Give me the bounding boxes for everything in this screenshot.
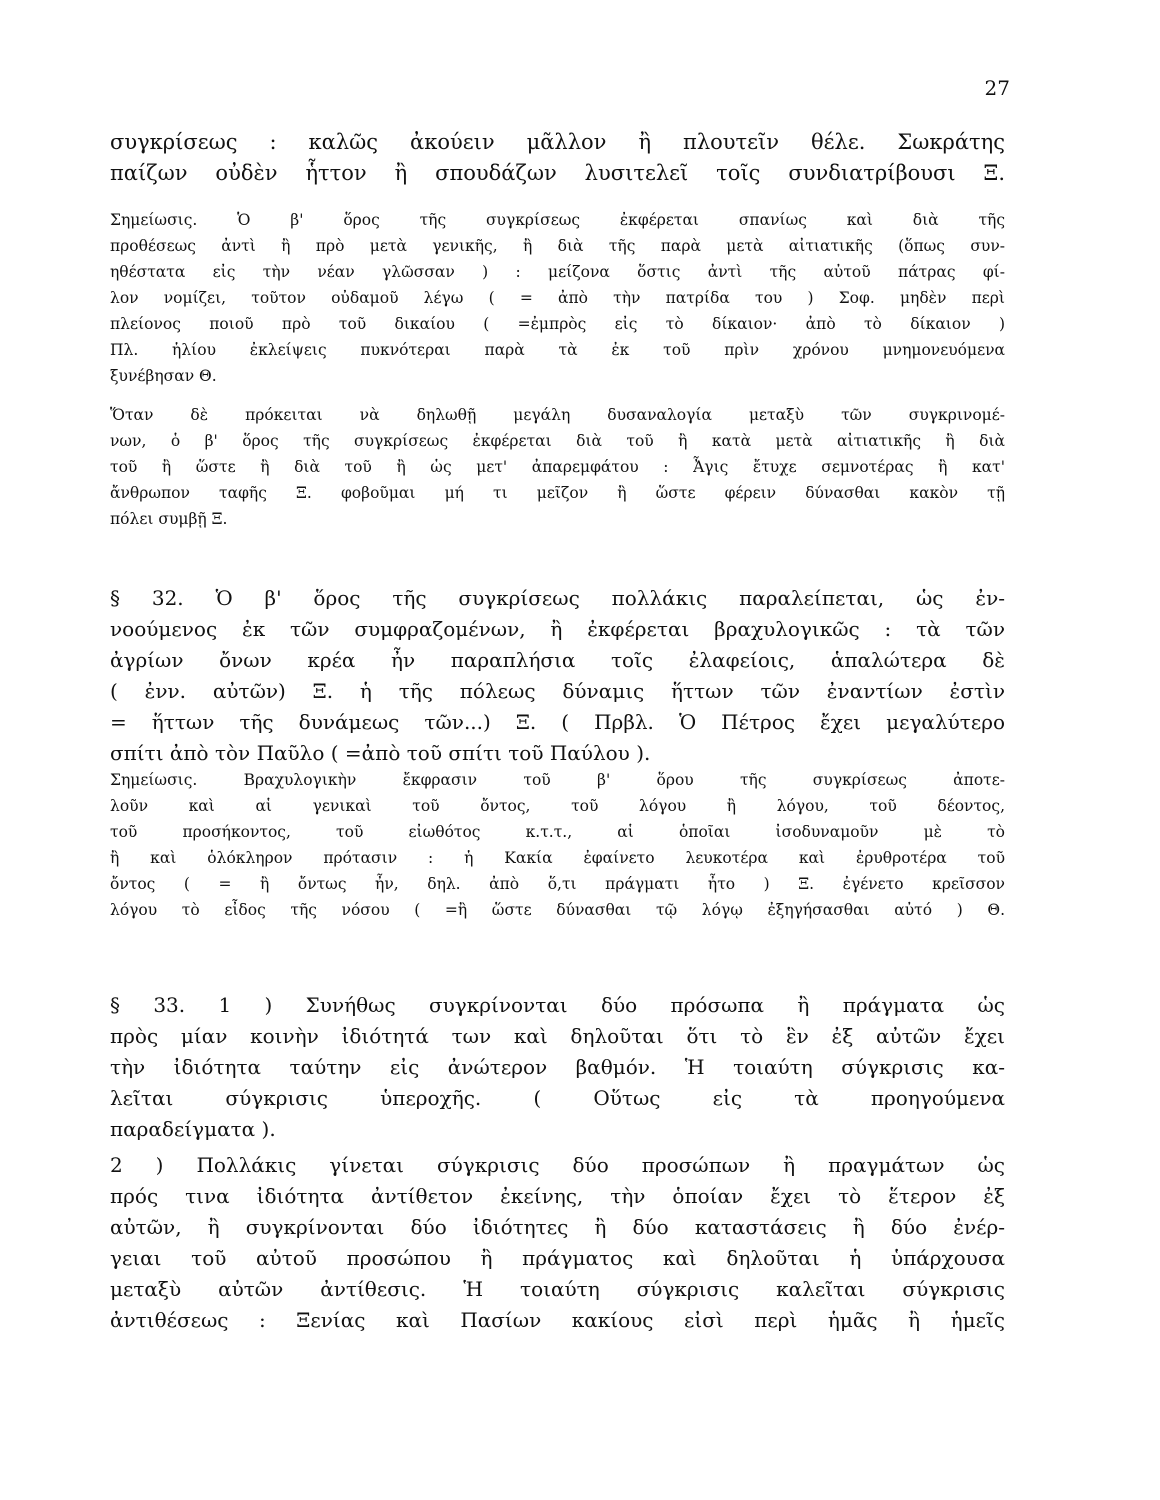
text-line: ὄντος ( = ἢ ὄντως ἦν, δηλ. ἀπὸ ὅ,τι πράγματι ἦτο ) Ξ. ἐγένετο κρεῖσσον bbox=[110, 875, 1005, 893]
text-line: ἀγρίων ὄνων κρέα ἦν παραπλήσια τοῖς ἐλαφείοις, ἁπαλώτερα δὲ bbox=[110, 648, 1005, 672]
section-33-part-1 bbox=[110, 990, 1005, 1145]
note-paragraph-3 bbox=[110, 767, 1005, 923]
text-line: τὴν ἰδιότητα ταύτην εἰς ἀνώτερον βαθμόν. Ἡ τοιαύτη σύγκρισις κα- bbox=[110, 1055, 1005, 1079]
text-line: ἄνθρωπον ταφῆς Ξ. φοβοῦμαι μή τι μεῖζον ἢ ὥστε φέρειν δύνασθαι κακὸν τῇ bbox=[110, 484, 1005, 502]
text-line: πόλει συμβῇ Ξ. bbox=[110, 510, 228, 528]
text-line: πρός τινα ἰδιότητα ἀντίθετον ἐκείνης, τὴν ὁποίαν ἔχει τὸ ἕτερον ἐξ bbox=[110, 1184, 1005, 1208]
text-line: μεταξὺ αὐτῶν ἀντίθεσις. Ἡ τοιαύτη σύγκρισις καλεῖται σύγκρισις bbox=[110, 1277, 1005, 1301]
text-line: = ἥττων τῆς δυνάμεως τῶν...) Ξ. ( Πρβλ. Ὁ Πέτρος ἔχει μεγαλύτερο bbox=[110, 710, 1005, 734]
text-line: συγκρίσεως : καλῶς ἀκούειν μᾶλλον ἢ πλουτεῖν θέλε. Σωκράτης bbox=[110, 130, 1005, 154]
note-paragraph-1 bbox=[110, 207, 1005, 389]
text-line: Πλ. ἡλίου ἐκλείψεις πυκνότεραι παρὰ τὰ ἐκ τοῦ πρὶν χρόνου μνημονευόμενα bbox=[110, 341, 1005, 359]
text-line: λόγου τὸ εἶδος τῆς νόσου ( =ἢ ὥστε δύνασθαι τῷ λόγῳ ἐξηγήσασθαι αὐτό ) Θ. bbox=[110, 901, 1005, 919]
text-line: § 32. Ὁ β' ὅρος τῆς συγκρίσεως πολλάκις παραλείπεται, ὡς ἐν- bbox=[110, 586, 1005, 610]
text-line: Σημείωσις. Ὁ β' ὅρος τῆς συγκρίσεως ἐκφέρεται σπανίως καὶ διὰ τῆς bbox=[110, 211, 1005, 229]
text-line: παίζων οὐδὲν ἧττον ἢ σπουδάζων λυσιτελεῖ τοῖς συνδιατρίβουσι Ξ. bbox=[110, 161, 1005, 185]
text-line: λον νομίζει, τοῦτον οὐδαμοῦ λέγω ( = ἀπὸ τὴν πατρίδα του ) Σοφ. μηδὲν περὶ bbox=[110, 289, 1005, 307]
text-line: ( ἐνν. αὐτῶν) Ξ. ἡ τῆς πόλεως δύναμις ἥττων τῶν ἐναντίων ἐστὶν bbox=[110, 679, 1005, 703]
text-line: ξυνέβησαν Θ. bbox=[110, 367, 217, 385]
text-line: νοούμενος ἐκ τῶν συμφραζομένων, ἢ ἐκφέρεται βραχυλογικῶς : τὰ τῶν bbox=[110, 617, 1005, 641]
text-line: τοῦ προσήκοντος, τοῦ εἰωθότος κ.τ.τ., αἱ ὁποῖαι ἰσοδυναμοῦν μὲ τὸ bbox=[110, 823, 1005, 841]
note-paragraph-2 bbox=[110, 402, 1005, 532]
text-line: πλείονος ποιοῦ πρὸ τοῦ δικαίου ( =ἐμπρὸς εἰς τὸ δίκαιον· ἀπὸ τὸ δίκαιον ) bbox=[110, 315, 1005, 333]
text-line: πρὸς μίαν κοινὴν ἰδιότητά των καὶ δηλοῦται ὅτι τὸ ἓν ἐξ αὐτῶν ἔχει bbox=[110, 1024, 1005, 1048]
text-line: λεῖται σύγκρισις ὑπεροχῆς. ( Οὕτως εἰς τὰ προηγούμενα bbox=[110, 1086, 1005, 1110]
text-line: λοῦν καὶ αἱ γενικαὶ τοῦ ὄντος, τοῦ λόγου ἢ λόγου, τοῦ δέοντος, bbox=[110, 797, 1005, 815]
section-32 bbox=[110, 583, 1005, 769]
text-line: § 33. 1 ) Συνήθως συγκρίνονται δύο πρόσωπα ἢ πράγματα ὡς bbox=[110, 993, 1005, 1017]
section-33-part-2 bbox=[110, 1150, 1005, 1336]
text-line: ἢ καὶ ὁλόκληρον πρότασιν : ἡ Κακία ἐφαίνετο λευκοτέρα καὶ ἐρυθροτέρα τοῦ bbox=[110, 849, 1005, 867]
text-line: Σημείωσις. Βραχυλογικὴν ἔκφρασιν τοῦ β' ὅρου τῆς συγκρίσεως ἀποτε- bbox=[110, 771, 1005, 789]
intro-paragraph bbox=[110, 127, 1005, 189]
text-line: 2 ) Πολλάκις γίνεται σύγκρισις δύο προσώπων ἢ πραγμάτων ὡς bbox=[110, 1153, 1005, 1177]
text-line: αὐτῶν, ἢ συγκρίνονται δύο ἰδιότητες ἢ δύο καταστάσεις ἢ δύο ἐνέρ- bbox=[110, 1215, 1005, 1239]
text-line: ἀντιθέσεως : Ξενίας καὶ Πασίων κακίους εἰσὶ περὶ ἡμᾶς ἢ ἡμεῖς bbox=[110, 1308, 1005, 1332]
text-line: παραδείγματα ). bbox=[110, 1117, 276, 1141]
text-line: τοῦ ἢ ὥστε ἢ διὰ τοῦ ἢ ὡς μετ' ἀπαρεμφάτου : Ἆγις ἔτυχε σεμνοτέρας ἢ κατ' bbox=[110, 458, 1005, 476]
page-number: 27 bbox=[984, 76, 1010, 100]
text-line: σπίτι ἀπὸ τὸν Παῦλο ( =ἀπὸ τοῦ σπίτι τοῦ Παύλου ). bbox=[110, 741, 651, 765]
text-line: ηθέστατα εἰς τὴν νέαν γλῶσσαν ) : μείζονα ὅστις ἀντὶ τῆς αὐτοῦ πάτρας φί- bbox=[110, 263, 1005, 281]
text-line: προθέσεως ἀντὶ ἢ πρὸ μετὰ γενικῆς, ἢ διὰ τῆς παρὰ μετὰ αἰτιατικῆς (ὅπως συν- bbox=[110, 237, 1005, 255]
text-line: γειαι τοῦ αὐτοῦ προσώπου ἢ πράγματος καὶ δηλοῦται ἡ ὑπάρχουσα bbox=[110, 1246, 1005, 1270]
text-line: Ὅταν δὲ πρόκειται νὰ δηλωθῇ μεγάλη δυσαναλογία μεταξὺ τῶν συγκρινομέ- bbox=[110, 406, 1005, 424]
text-line: νων, ὁ β' ὅρος τῆς συγκρίσεως ἐκφέρεται διὰ τοῦ ἢ κατὰ μετὰ αἰτιατικῆς ἢ διὰ bbox=[110, 432, 1005, 450]
